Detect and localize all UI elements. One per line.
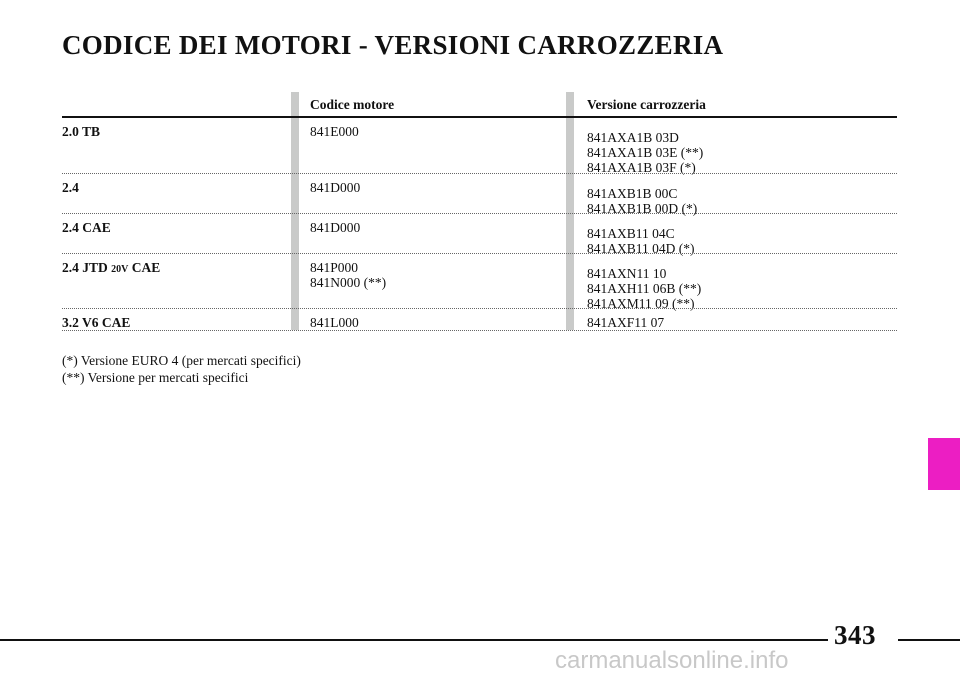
engine-code-cell — [310, 124, 359, 139]
body-version-cell — [587, 130, 703, 175]
body-version: 841AXA1B 03F (*) — [587, 160, 696, 175]
body-version: 841AXB1B 00D (*) — [587, 201, 698, 216]
model-cell: 2.0 TB — [62, 124, 101, 139]
engine-code: 841L000 — [310, 315, 359, 330]
body-version: 841AXA1B 03E (**) — [587, 145, 704, 160]
body-version: 841AXN11 10 — [587, 266, 667, 281]
table-row — [62, 309, 897, 331]
engine-code-cell — [310, 220, 360, 235]
body-version: 841AXF11 07 — [587, 315, 665, 330]
table-row — [62, 174, 897, 214]
model-cell: 3.2 V6 CAE — [62, 315, 131, 330]
body-version-cell — [587, 266, 701, 311]
body-version: 841AXA1B 03D — [587, 130, 679, 145]
body-version-cell — [587, 315, 664, 330]
engine-code: 841D000 — [310, 180, 361, 195]
model-cell — [62, 260, 160, 277]
body-version: 841AXB1B 00C — [587, 186, 678, 201]
header-body-version: Versione carrozzeria — [587, 97, 706, 112]
footnote: (**) Versione per mercati specifici — [62, 370, 249, 385]
page-title: CODICE DEI MOTORI - VERSIONI CARROZZERIA — [62, 30, 724, 60]
table-row — [62, 118, 897, 174]
watermark: carmanualsonline.info — [555, 647, 789, 674]
engine-code: 841D000 — [310, 220, 361, 235]
engine-code-cell — [310, 180, 360, 195]
model-suffix: CAE — [128, 260, 161, 275]
row-divider — [62, 330, 897, 331]
body-version: 841AXB11 04D (*) — [587, 241, 695, 256]
body-version-cell — [587, 226, 695, 256]
model-cell: 2.4 — [62, 180, 79, 195]
body-version: 841AXH11 06B (**) — [587, 281, 702, 296]
section-tab — [928, 438, 960, 490]
header-engine-code: Codice motore — [310, 97, 395, 112]
body-version-cell — [587, 186, 697, 216]
footnotes — [62, 352, 301, 386]
table-row — [62, 214, 897, 254]
engine-code: 841P000 — [310, 260, 359, 275]
body-version: 841AXB11 04C — [587, 226, 675, 241]
engine-code: 841E000 — [310, 124, 359, 139]
page-number: 343 — [834, 620, 876, 650]
engine-code-cell — [310, 315, 359, 330]
model-cell: 2.4 CAE — [62, 220, 111, 235]
engine-code: 841N000 (**) — [310, 275, 387, 290]
footer-rule — [898, 639, 960, 641]
footer-rule — [0, 639, 828, 641]
engine-code-cell — [310, 260, 386, 290]
table-row — [62, 254, 897, 309]
model-name: 2.4 JTD — [62, 260, 112, 275]
model-valve-count: 20V — [111, 264, 129, 275]
footnote: (*) Versione EURO 4 (per mercati specifici) — [62, 353, 301, 368]
body-version: 841AXM11 09 (**) — [587, 296, 695, 311]
